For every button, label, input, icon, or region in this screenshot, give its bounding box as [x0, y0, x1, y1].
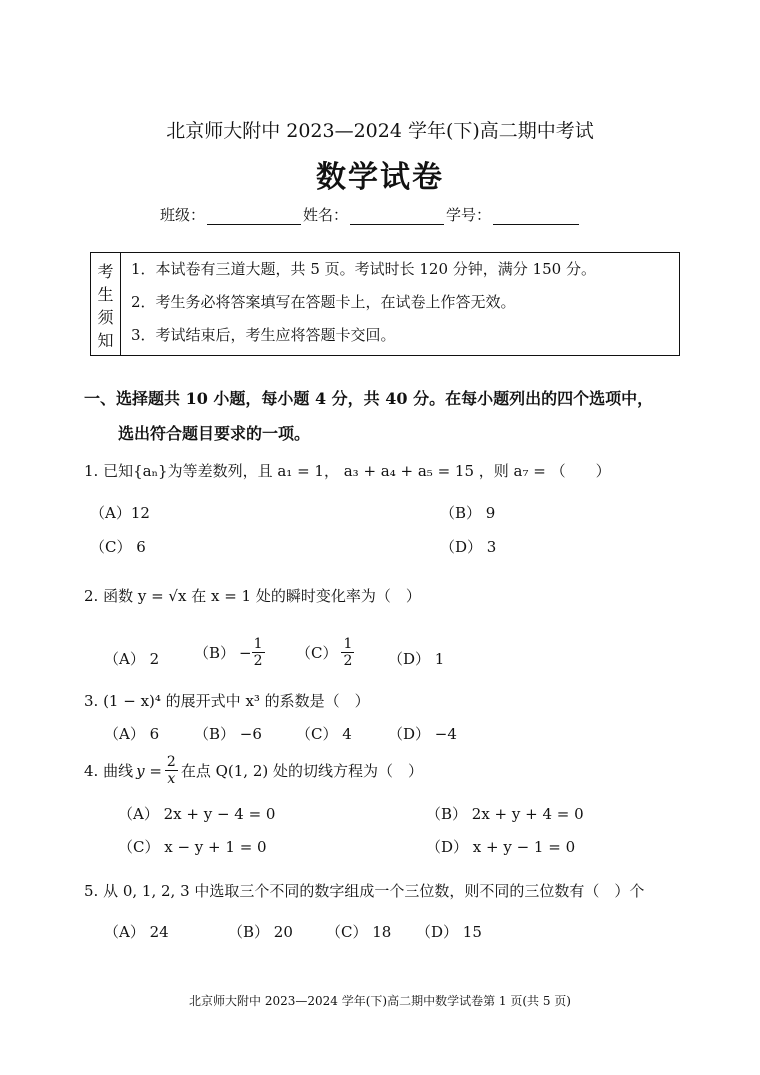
subject-title: 数学试卷	[316, 160, 444, 195]
notice-item: 1．本试卷有三道大题，共 5 页。考试时长 120 分钟，满分 150 分。	[131, 260, 596, 278]
question-4-math: y =	[136, 761, 162, 780]
notice-box	[90, 252, 680, 356]
option-a[interactable]: （A）12	[90, 504, 150, 522]
question-5-stem: 5. 从 0, 1, 2, 3 中选取三个不同的数字组成一个三位数，则不同的三位数有（ ）个	[84, 882, 645, 900]
section-heading-continued: 选出符合题目要求的一项。	[118, 424, 311, 443]
notice-label: 考生须知	[91, 253, 121, 355]
option-d[interactable]: （D） 3	[440, 538, 497, 556]
option-b[interactable]: （B） 9	[440, 504, 496, 522]
question-2-stem: 2. 函数 y = √x 在 x = 1 处的瞬时变化率为（ ）	[84, 587, 421, 605]
fraction-numerator: 1	[253, 636, 263, 652]
notice-item: 2．考生务必将答案填写在答题卡上，在试卷上作答无效。	[131, 293, 516, 311]
fraction-denominator: 2	[253, 653, 263, 669]
option-b[interactable]	[194, 636, 265, 669]
id-label: 学号：	[446, 206, 492, 224]
option-c-label: （C）	[296, 644, 338, 662]
student-info-fields	[160, 204, 581, 225]
question-1-stem: 1. 已知{aₙ}为等差数列，且 a₁ = 1， a₃ + a₄ + a₅ = 15 ，则 a₇ = （ ）	[84, 462, 611, 480]
name-field[interactable]	[350, 208, 444, 225]
option-c[interactable]	[296, 636, 354, 669]
option-d[interactable]: （D） −4	[388, 725, 457, 743]
option-c[interactable]: （C） x − y + 1 = 0	[118, 838, 267, 856]
exam-title: 北京师大附中 2023—2024 学年(下)高二期中考试	[166, 120, 594, 142]
option-a[interactable]: （A） 2	[104, 650, 160, 668]
minus-sign: −	[239, 643, 252, 662]
question-4-suffix: 在点 Q(1, 2) 处的切线方程为（ ）	[180, 762, 423, 780]
question-3-stem: 3. (1 − x)⁴ 的展开式中 x³ 的系数是（ ）	[84, 692, 370, 710]
fraction-denominator: 2	[343, 653, 353, 669]
option-a[interactable]: （A） 2x + y − 4 = 0	[118, 805, 276, 823]
option-d[interactable]: （D） x + y − 1 = 0	[426, 838, 576, 856]
question-4-stem	[84, 754, 423, 787]
class-field[interactable]	[207, 208, 301, 225]
fraction-numerator: 1	[343, 636, 353, 652]
option-c[interactable]: （C） 4	[296, 725, 352, 743]
class-label: 班级：	[160, 206, 206, 224]
fraction	[252, 636, 265, 669]
section-heading: 一、选择题共 10 小题，每小题 4 分，共 40 分。在每小题列出的四个选项中，	[84, 389, 654, 408]
option-d[interactable]: （D） 1	[388, 650, 445, 668]
option-a[interactable]: （A） 24	[104, 923, 169, 941]
fraction	[165, 754, 178, 787]
fraction	[341, 636, 354, 669]
fraction-denominator: x	[167, 771, 176, 787]
option-b[interactable]: （B） 20	[228, 923, 293, 941]
option-c[interactable]: （C） 18	[326, 923, 392, 941]
option-c[interactable]: （C） 6	[90, 538, 146, 556]
option-a[interactable]: （A） 6	[104, 725, 160, 743]
option-d[interactable]: （D） 15	[416, 923, 482, 941]
page-footer: 北京师大附中 2023—2024 学年(下)高二期中数学试卷第 1 页(共 5 页)	[189, 994, 571, 1008]
id-field[interactable]	[493, 208, 579, 225]
option-b-label: （B）	[194, 644, 236, 662]
option-b[interactable]: （B） −6	[194, 725, 262, 743]
name-label: 姓名：	[303, 206, 349, 224]
notice-item: 3．考试结束后，考生应将答题卡交回。	[131, 326, 396, 344]
question-4-prefix: 4. 曲线	[84, 762, 134, 780]
fraction-numerator: 2	[166, 754, 176, 770]
option-b[interactable]: （B） 2x + y + 4 = 0	[426, 805, 584, 823]
